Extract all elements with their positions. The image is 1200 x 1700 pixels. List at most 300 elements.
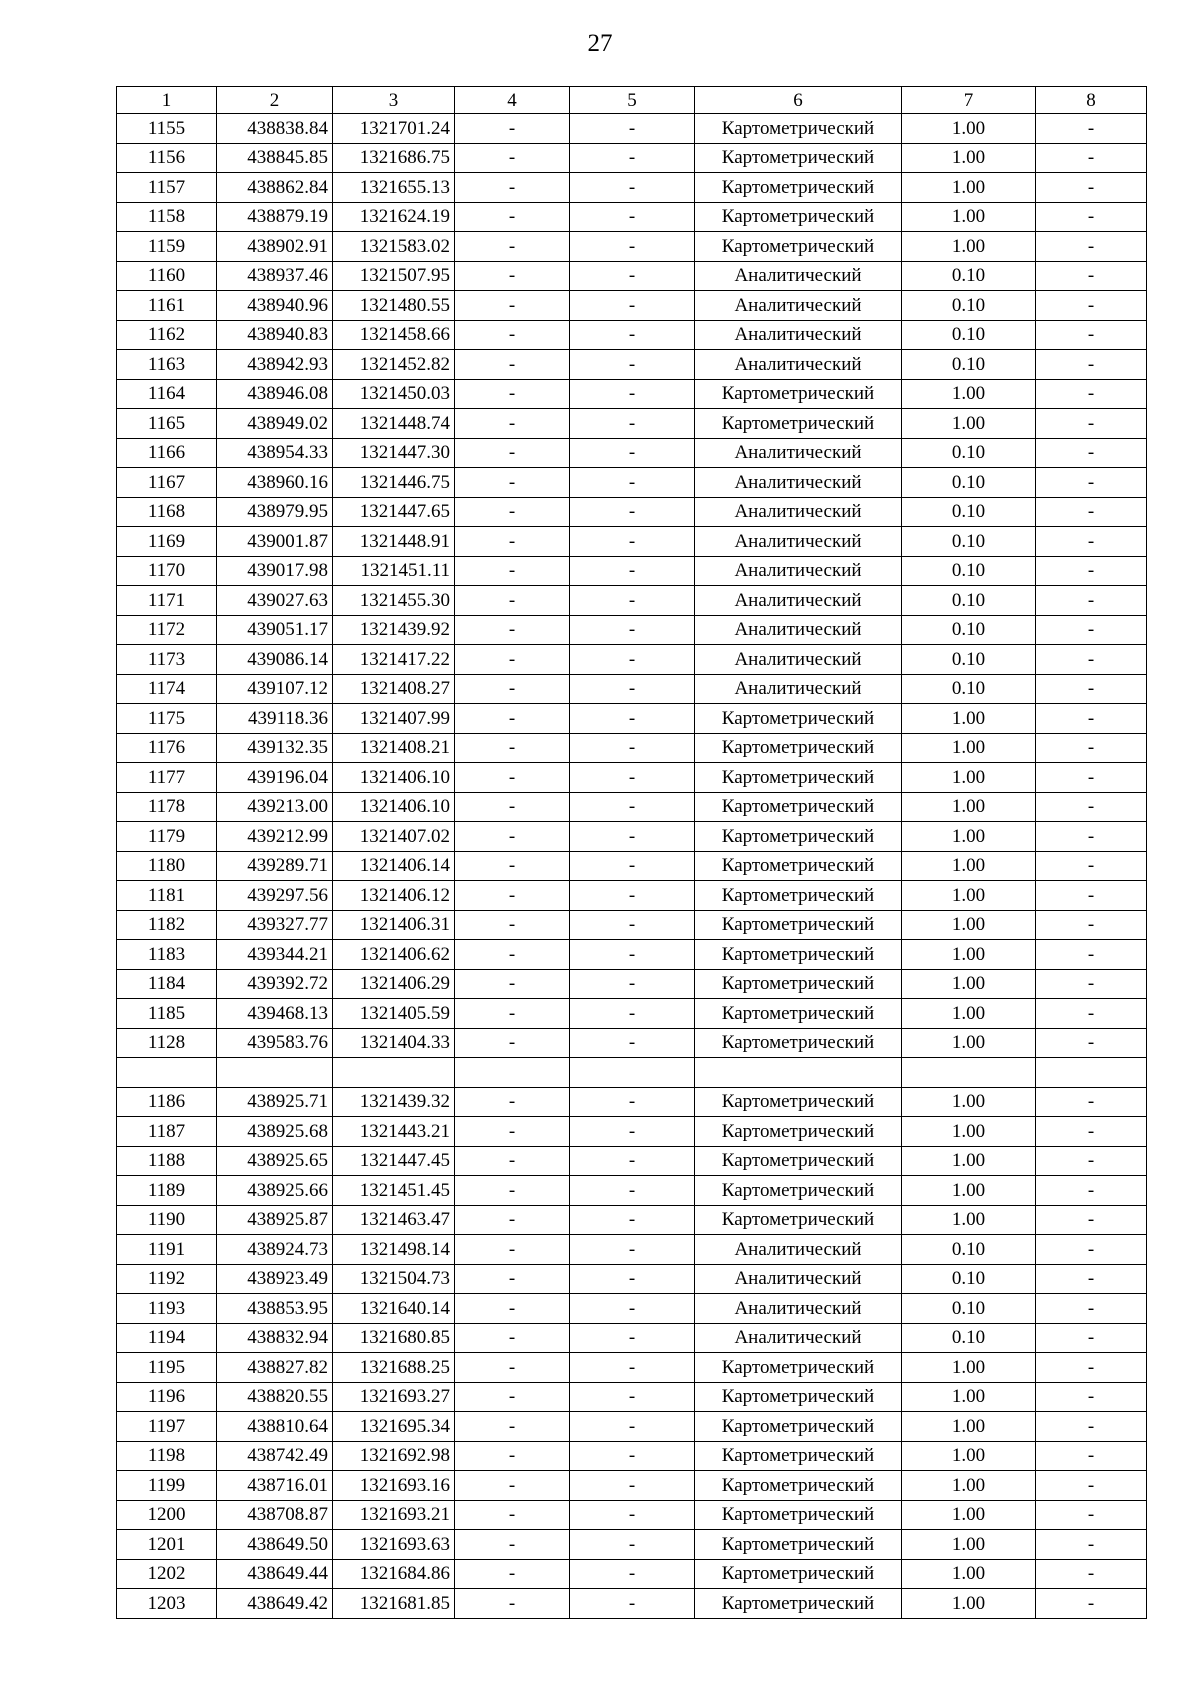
method-cell: Аналитический <box>695 261 902 291</box>
column-4-cell: - <box>455 1382 570 1412</box>
accuracy-cell: 0.10 <box>902 1235 1036 1265</box>
column-5-cell: - <box>570 173 695 203</box>
method-cell: Картометрический <box>695 1087 902 1117</box>
table-row <box>117 379 1147 409</box>
column-8-cell: - <box>1036 763 1147 793</box>
table-row <box>117 497 1147 527</box>
column-4-cell: - <box>455 291 570 321</box>
y-coordinate-cell: 1321451.11 <box>333 556 455 586</box>
column-5-cell: - <box>570 851 695 881</box>
y-coordinate-cell: 1321406.10 <box>333 792 455 822</box>
point-number-cell: 1171 <box>117 586 217 616</box>
method-cell: Аналитический <box>695 320 902 350</box>
method-cell: Картометрический <box>695 1530 902 1560</box>
table-row <box>117 409 1147 439</box>
table-row <box>117 202 1147 232</box>
y-coordinate-cell: 1321624.19 <box>333 202 455 232</box>
column-4-cell: - <box>455 1117 570 1147</box>
x-coordinate-cell: 438925.65 <box>217 1146 333 1176</box>
x-coordinate-cell: 439001.87 <box>217 527 333 557</box>
x-coordinate-cell: 438942.93 <box>217 350 333 380</box>
accuracy-cell: 0.10 <box>902 438 1036 468</box>
accuracy-cell: 1.00 <box>902 202 1036 232</box>
method-cell: Картометрический <box>695 1559 902 1589</box>
method-cell: Картометрический <box>695 232 902 262</box>
table-row <box>117 586 1147 616</box>
column-8-cell: - <box>1036 497 1147 527</box>
method-cell: Картометрический <box>695 1028 902 1058</box>
y-coordinate-cell: 1321692.98 <box>333 1441 455 1471</box>
accuracy-cell: 1.00 <box>902 379 1036 409</box>
y-coordinate-cell: 1321455.30 <box>333 586 455 616</box>
method-cell: Картометрический <box>695 1382 902 1412</box>
column-4-cell: - <box>455 1294 570 1324</box>
column-5-cell: - <box>570 733 695 763</box>
column-4-cell: - <box>455 704 570 734</box>
column-4-cell: - <box>455 1146 570 1176</box>
column-8-cell: - <box>1036 1176 1147 1206</box>
table-row <box>117 704 1147 734</box>
method-cell: Картометрический <box>695 1353 902 1383</box>
column-header: 8 <box>1036 87 1147 114</box>
accuracy-cell: 1.00 <box>902 733 1036 763</box>
point-number-cell: 1158 <box>117 202 217 232</box>
column-5-cell: - <box>570 409 695 439</box>
column-8-cell: - <box>1036 1294 1147 1324</box>
column-4-cell: - <box>455 556 570 586</box>
column-8-cell: - <box>1036 940 1147 970</box>
column-5-cell: - <box>570 822 695 852</box>
column-5-cell: - <box>570 1146 695 1176</box>
method-cell: Аналитический <box>695 468 902 498</box>
x-coordinate-cell: 439051.17 <box>217 615 333 645</box>
point-number-cell: 1170 <box>117 556 217 586</box>
point-number-cell: 1189 <box>117 1176 217 1206</box>
method-cell: Картометрический <box>695 969 902 999</box>
y-coordinate-cell: 1321406.12 <box>333 881 455 911</box>
column-8-cell: - <box>1036 320 1147 350</box>
accuracy-cell: 0.10 <box>902 291 1036 321</box>
column-8-cell: - <box>1036 1530 1147 1560</box>
column-4-cell: - <box>455 586 570 616</box>
column-8-cell: - <box>1036 1323 1147 1353</box>
table-row <box>117 468 1147 498</box>
point-number-cell <box>117 1058 217 1088</box>
x-coordinate-cell: 439213.00 <box>217 792 333 822</box>
column-5-cell: - <box>570 1382 695 1412</box>
column-5-cell: - <box>570 438 695 468</box>
column-4-cell: - <box>455 763 570 793</box>
table-row <box>117 792 1147 822</box>
column-8-cell: - <box>1036 143 1147 173</box>
x-coordinate-cell: 438954.33 <box>217 438 333 468</box>
column-header: 4 <box>455 87 570 114</box>
table-row <box>117 1294 1147 1324</box>
column-8-cell <box>1036 1058 1147 1088</box>
accuracy-cell: 1.00 <box>902 1205 1036 1235</box>
method-cell: Аналитический <box>695 1323 902 1353</box>
column-8-cell: - <box>1036 1589 1147 1619</box>
table-header-row <box>117 87 1147 114</box>
table-row <box>117 1058 1147 1088</box>
y-coordinate-cell: 1321406.62 <box>333 940 455 970</box>
table-row <box>117 1117 1147 1147</box>
accuracy-cell: 1.00 <box>902 1471 1036 1501</box>
column-8-cell: - <box>1036 822 1147 852</box>
x-coordinate-cell: 438838.84 <box>217 114 333 144</box>
x-coordinate-cell: 438925.71 <box>217 1087 333 1117</box>
column-8-cell: - <box>1036 674 1147 704</box>
table-row <box>117 173 1147 203</box>
method-cell: Аналитический <box>695 645 902 675</box>
column-5-cell: - <box>570 615 695 645</box>
y-coordinate-cell: 1321439.32 <box>333 1087 455 1117</box>
column-8-cell: - <box>1036 1441 1147 1471</box>
x-coordinate-cell: 439017.98 <box>217 556 333 586</box>
y-coordinate-cell: 1321450.03 <box>333 379 455 409</box>
column-5-cell: - <box>570 1087 695 1117</box>
y-coordinate-cell: 1321417.22 <box>333 645 455 675</box>
x-coordinate-cell: 438810.64 <box>217 1412 333 1442</box>
point-number-cell: 1190 <box>117 1205 217 1235</box>
column-8-cell: - <box>1036 910 1147 940</box>
point-number-cell: 1175 <box>117 704 217 734</box>
method-cell: Аналитический <box>695 556 902 586</box>
point-number-cell: 1179 <box>117 822 217 852</box>
point-number-cell: 1177 <box>117 763 217 793</box>
column-4-cell: - <box>455 143 570 173</box>
x-coordinate-cell: 438937.46 <box>217 261 333 291</box>
point-number-cell: 1164 <box>117 379 217 409</box>
column-5-cell: - <box>570 1441 695 1471</box>
point-number-cell: 1197 <box>117 1412 217 1442</box>
column-8-cell: - <box>1036 1264 1147 1294</box>
table-row <box>117 851 1147 881</box>
column-4-cell: - <box>455 261 570 291</box>
column-4-cell: - <box>455 792 570 822</box>
column-8-cell: - <box>1036 733 1147 763</box>
point-number-cell: 1176 <box>117 733 217 763</box>
column-5-cell: - <box>570 1294 695 1324</box>
y-coordinate-cell: 1321408.21 <box>333 733 455 763</box>
column-5-cell <box>570 1058 695 1088</box>
y-coordinate-cell: 1321680.85 <box>333 1323 455 1353</box>
table-row <box>117 1028 1147 1058</box>
point-number-cell: 1188 <box>117 1146 217 1176</box>
column-header: 6 <box>695 87 902 114</box>
column-4-cell: - <box>455 999 570 1029</box>
x-coordinate-cell: 438742.49 <box>217 1441 333 1471</box>
method-cell: Картометрический <box>695 173 902 203</box>
y-coordinate-cell: 1321507.95 <box>333 261 455 291</box>
y-coordinate-cell: 1321498.14 <box>333 1235 455 1265</box>
column-5-cell: - <box>570 1471 695 1501</box>
table-row <box>117 940 1147 970</box>
column-4-cell: - <box>455 379 570 409</box>
accuracy-cell: 0.10 <box>902 1294 1036 1324</box>
column-4-cell: - <box>455 733 570 763</box>
point-number-cell: 1183 <box>117 940 217 970</box>
x-coordinate-cell <box>217 1058 333 1088</box>
point-number-cell: 1155 <box>117 114 217 144</box>
accuracy-cell: 1.00 <box>902 232 1036 262</box>
column-4-cell: - <box>455 615 570 645</box>
x-coordinate-cell: 438708.87 <box>217 1500 333 1530</box>
column-5-cell: - <box>570 645 695 675</box>
column-4-cell: - <box>455 1471 570 1501</box>
column-8-cell: - <box>1036 438 1147 468</box>
column-8-cell: - <box>1036 114 1147 144</box>
method-cell <box>695 1058 902 1088</box>
accuracy-cell: 0.10 <box>902 615 1036 645</box>
point-number-cell: 1181 <box>117 881 217 911</box>
column-4-cell: - <box>455 645 570 675</box>
method-cell: Картометрический <box>695 881 902 911</box>
point-number-cell: 1196 <box>117 1382 217 1412</box>
table-row <box>117 1500 1147 1530</box>
accuracy-cell: 1.00 <box>902 1441 1036 1471</box>
column-4-cell: - <box>455 910 570 940</box>
y-coordinate-cell: 1321681.85 <box>333 1589 455 1619</box>
point-number-cell: 1173 <box>117 645 217 675</box>
table-row <box>117 881 1147 911</box>
column-8-cell: - <box>1036 1235 1147 1265</box>
column-5-cell: - <box>570 1559 695 1589</box>
column-5-cell: - <box>570 527 695 557</box>
method-cell: Картометрический <box>695 763 902 793</box>
accuracy-cell: 0.10 <box>902 556 1036 586</box>
column-4-cell: - <box>455 881 570 911</box>
column-5-cell: - <box>570 1235 695 1265</box>
accuracy-cell: 1.00 <box>902 999 1036 1029</box>
column-5-cell: - <box>570 1323 695 1353</box>
x-coordinate-cell: 438902.91 <box>217 232 333 262</box>
column-8-cell: - <box>1036 1028 1147 1058</box>
y-coordinate-cell: 1321408.27 <box>333 674 455 704</box>
method-cell: Картометрический <box>695 379 902 409</box>
column-4-cell: - <box>455 940 570 970</box>
column-4-cell: - <box>455 320 570 350</box>
x-coordinate-cell: 439086.14 <box>217 645 333 675</box>
column-5-cell: - <box>570 704 695 734</box>
point-number-cell: 1160 <box>117 261 217 291</box>
x-coordinate-cell: 438925.66 <box>217 1176 333 1206</box>
column-8-cell: - <box>1036 1500 1147 1530</box>
column-4-cell: - <box>455 969 570 999</box>
table-row <box>117 143 1147 173</box>
column-8-cell: - <box>1036 881 1147 911</box>
y-coordinate-cell: 1321448.91 <box>333 527 455 557</box>
y-coordinate-cell: 1321583.02 <box>333 232 455 262</box>
accuracy-cell: 0.10 <box>902 1323 1036 1353</box>
page-number: 27 <box>587 30 613 57</box>
x-coordinate-cell: 438925.87 <box>217 1205 333 1235</box>
column-5-cell: - <box>570 556 695 586</box>
accuracy-cell: 1.00 <box>902 704 1036 734</box>
point-number-cell: 1169 <box>117 527 217 557</box>
point-number-cell: 1194 <box>117 1323 217 1353</box>
column-5-cell: - <box>570 763 695 793</box>
method-cell: Аналитический <box>695 674 902 704</box>
point-number-cell: 1202 <box>117 1559 217 1589</box>
table-row <box>117 527 1147 557</box>
column-8-cell: - <box>1036 1353 1147 1383</box>
column-8-cell: - <box>1036 232 1147 262</box>
table-row <box>117 1087 1147 1117</box>
accuracy-cell: 1.00 <box>902 792 1036 822</box>
x-coordinate-cell: 438649.42 <box>217 1589 333 1619</box>
column-8-cell: - <box>1036 1146 1147 1176</box>
table-row <box>117 1176 1147 1206</box>
column-8-cell: - <box>1036 586 1147 616</box>
table-row <box>117 291 1147 321</box>
column-8-cell: - <box>1036 350 1147 380</box>
table-row <box>117 733 1147 763</box>
column-8-cell: - <box>1036 999 1147 1029</box>
method-cell: Картометрический <box>695 1471 902 1501</box>
column-4-cell: - <box>455 1412 570 1442</box>
point-number-cell: 1174 <box>117 674 217 704</box>
y-coordinate-cell: 1321447.30 <box>333 438 455 468</box>
accuracy-cell: 0.10 <box>902 350 1036 380</box>
column-4-cell: - <box>455 1028 570 1058</box>
y-coordinate-cell: 1321480.55 <box>333 291 455 321</box>
y-coordinate-cell: 1321443.21 <box>333 1117 455 1147</box>
column-5-cell: - <box>570 114 695 144</box>
table-row <box>117 556 1147 586</box>
accuracy-cell: 1.00 <box>902 1028 1036 1058</box>
x-coordinate-cell: 439027.63 <box>217 586 333 616</box>
point-number-cell: 1185 <box>117 999 217 1029</box>
method-cell: Аналитический <box>695 497 902 527</box>
column-5-cell: - <box>570 1028 695 1058</box>
x-coordinate-cell: 439118.36 <box>217 704 333 734</box>
x-coordinate-cell: 438879.19 <box>217 202 333 232</box>
y-coordinate-cell: 1321407.02 <box>333 822 455 852</box>
method-cell: Аналитический <box>695 1294 902 1324</box>
point-number-cell: 1159 <box>117 232 217 262</box>
column-8-cell: - <box>1036 645 1147 675</box>
point-number-cell: 1165 <box>117 409 217 439</box>
x-coordinate-cell: 438960.16 <box>217 468 333 498</box>
column-8-cell: - <box>1036 468 1147 498</box>
column-5-cell: - <box>570 1176 695 1206</box>
column-8-cell: - <box>1036 1559 1147 1589</box>
table-body <box>117 87 1147 1619</box>
column-5-cell: - <box>570 261 695 291</box>
method-cell: Картометрический <box>695 143 902 173</box>
column-5-cell: - <box>570 940 695 970</box>
column-4-cell: - <box>455 468 570 498</box>
point-number-cell: 1182 <box>117 910 217 940</box>
column-5-cell: - <box>570 1353 695 1383</box>
x-coordinate-cell: 439196.04 <box>217 763 333 793</box>
point-number-cell: 1203 <box>117 1589 217 1619</box>
column-8-cell: - <box>1036 969 1147 999</box>
column-8-cell: - <box>1036 851 1147 881</box>
x-coordinate-cell: 439107.12 <box>217 674 333 704</box>
column-4-cell: - <box>455 1559 570 1589</box>
table-row <box>117 1559 1147 1589</box>
point-number-cell: 1184 <box>117 969 217 999</box>
accuracy-cell: 1.00 <box>902 940 1036 970</box>
column-5-cell: - <box>570 1589 695 1619</box>
column-5-cell: - <box>570 143 695 173</box>
column-4-cell: - <box>455 497 570 527</box>
column-8-cell: - <box>1036 1471 1147 1501</box>
point-number-cell: 1186 <box>117 1087 217 1117</box>
column-8-cell: - <box>1036 1117 1147 1147</box>
point-number-cell: 1200 <box>117 1500 217 1530</box>
y-coordinate-cell: 1321640.14 <box>333 1294 455 1324</box>
column-8-cell: - <box>1036 291 1147 321</box>
table-row <box>117 1441 1147 1471</box>
y-coordinate-cell: 1321686.75 <box>333 143 455 173</box>
y-coordinate-cell: 1321458.66 <box>333 320 455 350</box>
accuracy-cell: 1.00 <box>902 881 1036 911</box>
accuracy-cell: 1.00 <box>902 969 1036 999</box>
table-row <box>117 822 1147 852</box>
column-header: 2 <box>217 87 333 114</box>
column-5-cell: - <box>570 1205 695 1235</box>
accuracy-cell: 1.00 <box>902 1117 1036 1147</box>
column-5-cell: - <box>570 1117 695 1147</box>
x-coordinate-cell: 438649.44 <box>217 1559 333 1589</box>
column-4-cell: - <box>455 350 570 380</box>
accuracy-cell: 0.10 <box>902 1264 1036 1294</box>
column-5-cell: - <box>570 1412 695 1442</box>
table-row <box>117 1353 1147 1383</box>
accuracy-cell: 1.00 <box>902 1382 1036 1412</box>
x-coordinate-cell: 439344.21 <box>217 940 333 970</box>
point-number-cell: 1198 <box>117 1441 217 1471</box>
column-8-cell: - <box>1036 1087 1147 1117</box>
method-cell: Картометрический <box>695 851 902 881</box>
point-number-cell: 1161 <box>117 291 217 321</box>
y-coordinate-cell: 1321452.82 <box>333 350 455 380</box>
column-5-cell: - <box>570 232 695 262</box>
point-number-cell: 1163 <box>117 350 217 380</box>
point-number-cell: 1172 <box>117 615 217 645</box>
y-coordinate-cell: 1321693.16 <box>333 1471 455 1501</box>
column-8-cell: - <box>1036 1205 1147 1235</box>
column-4-cell: - <box>455 851 570 881</box>
table-row <box>117 261 1147 291</box>
method-cell: Картометрический <box>695 733 902 763</box>
y-coordinate-cell: 1321448.74 <box>333 409 455 439</box>
method-cell: Аналитический <box>695 615 902 645</box>
y-coordinate-cell: 1321693.27 <box>333 1382 455 1412</box>
accuracy-cell: 0.10 <box>902 261 1036 291</box>
column-5-cell: - <box>570 910 695 940</box>
accuracy-cell: 1.00 <box>902 1412 1036 1442</box>
accuracy-cell: 1.00 <box>902 1087 1036 1117</box>
accuracy-cell: 0.10 <box>902 586 1036 616</box>
accuracy-cell: 0.10 <box>902 674 1036 704</box>
x-coordinate-cell: 439327.77 <box>217 910 333 940</box>
y-coordinate-cell: 1321439.92 <box>333 615 455 645</box>
x-coordinate-cell: 438940.96 <box>217 291 333 321</box>
column-4-cell: - <box>455 674 570 704</box>
column-4-cell: - <box>455 173 570 203</box>
column-4-cell: - <box>455 1176 570 1206</box>
y-coordinate-cell: 1321447.65 <box>333 497 455 527</box>
column-8-cell: - <box>1036 173 1147 203</box>
point-number-cell: 1180 <box>117 851 217 881</box>
method-cell: Картометрический <box>695 1205 902 1235</box>
column-8-cell: - <box>1036 615 1147 645</box>
column-4-cell: - <box>455 1264 570 1294</box>
